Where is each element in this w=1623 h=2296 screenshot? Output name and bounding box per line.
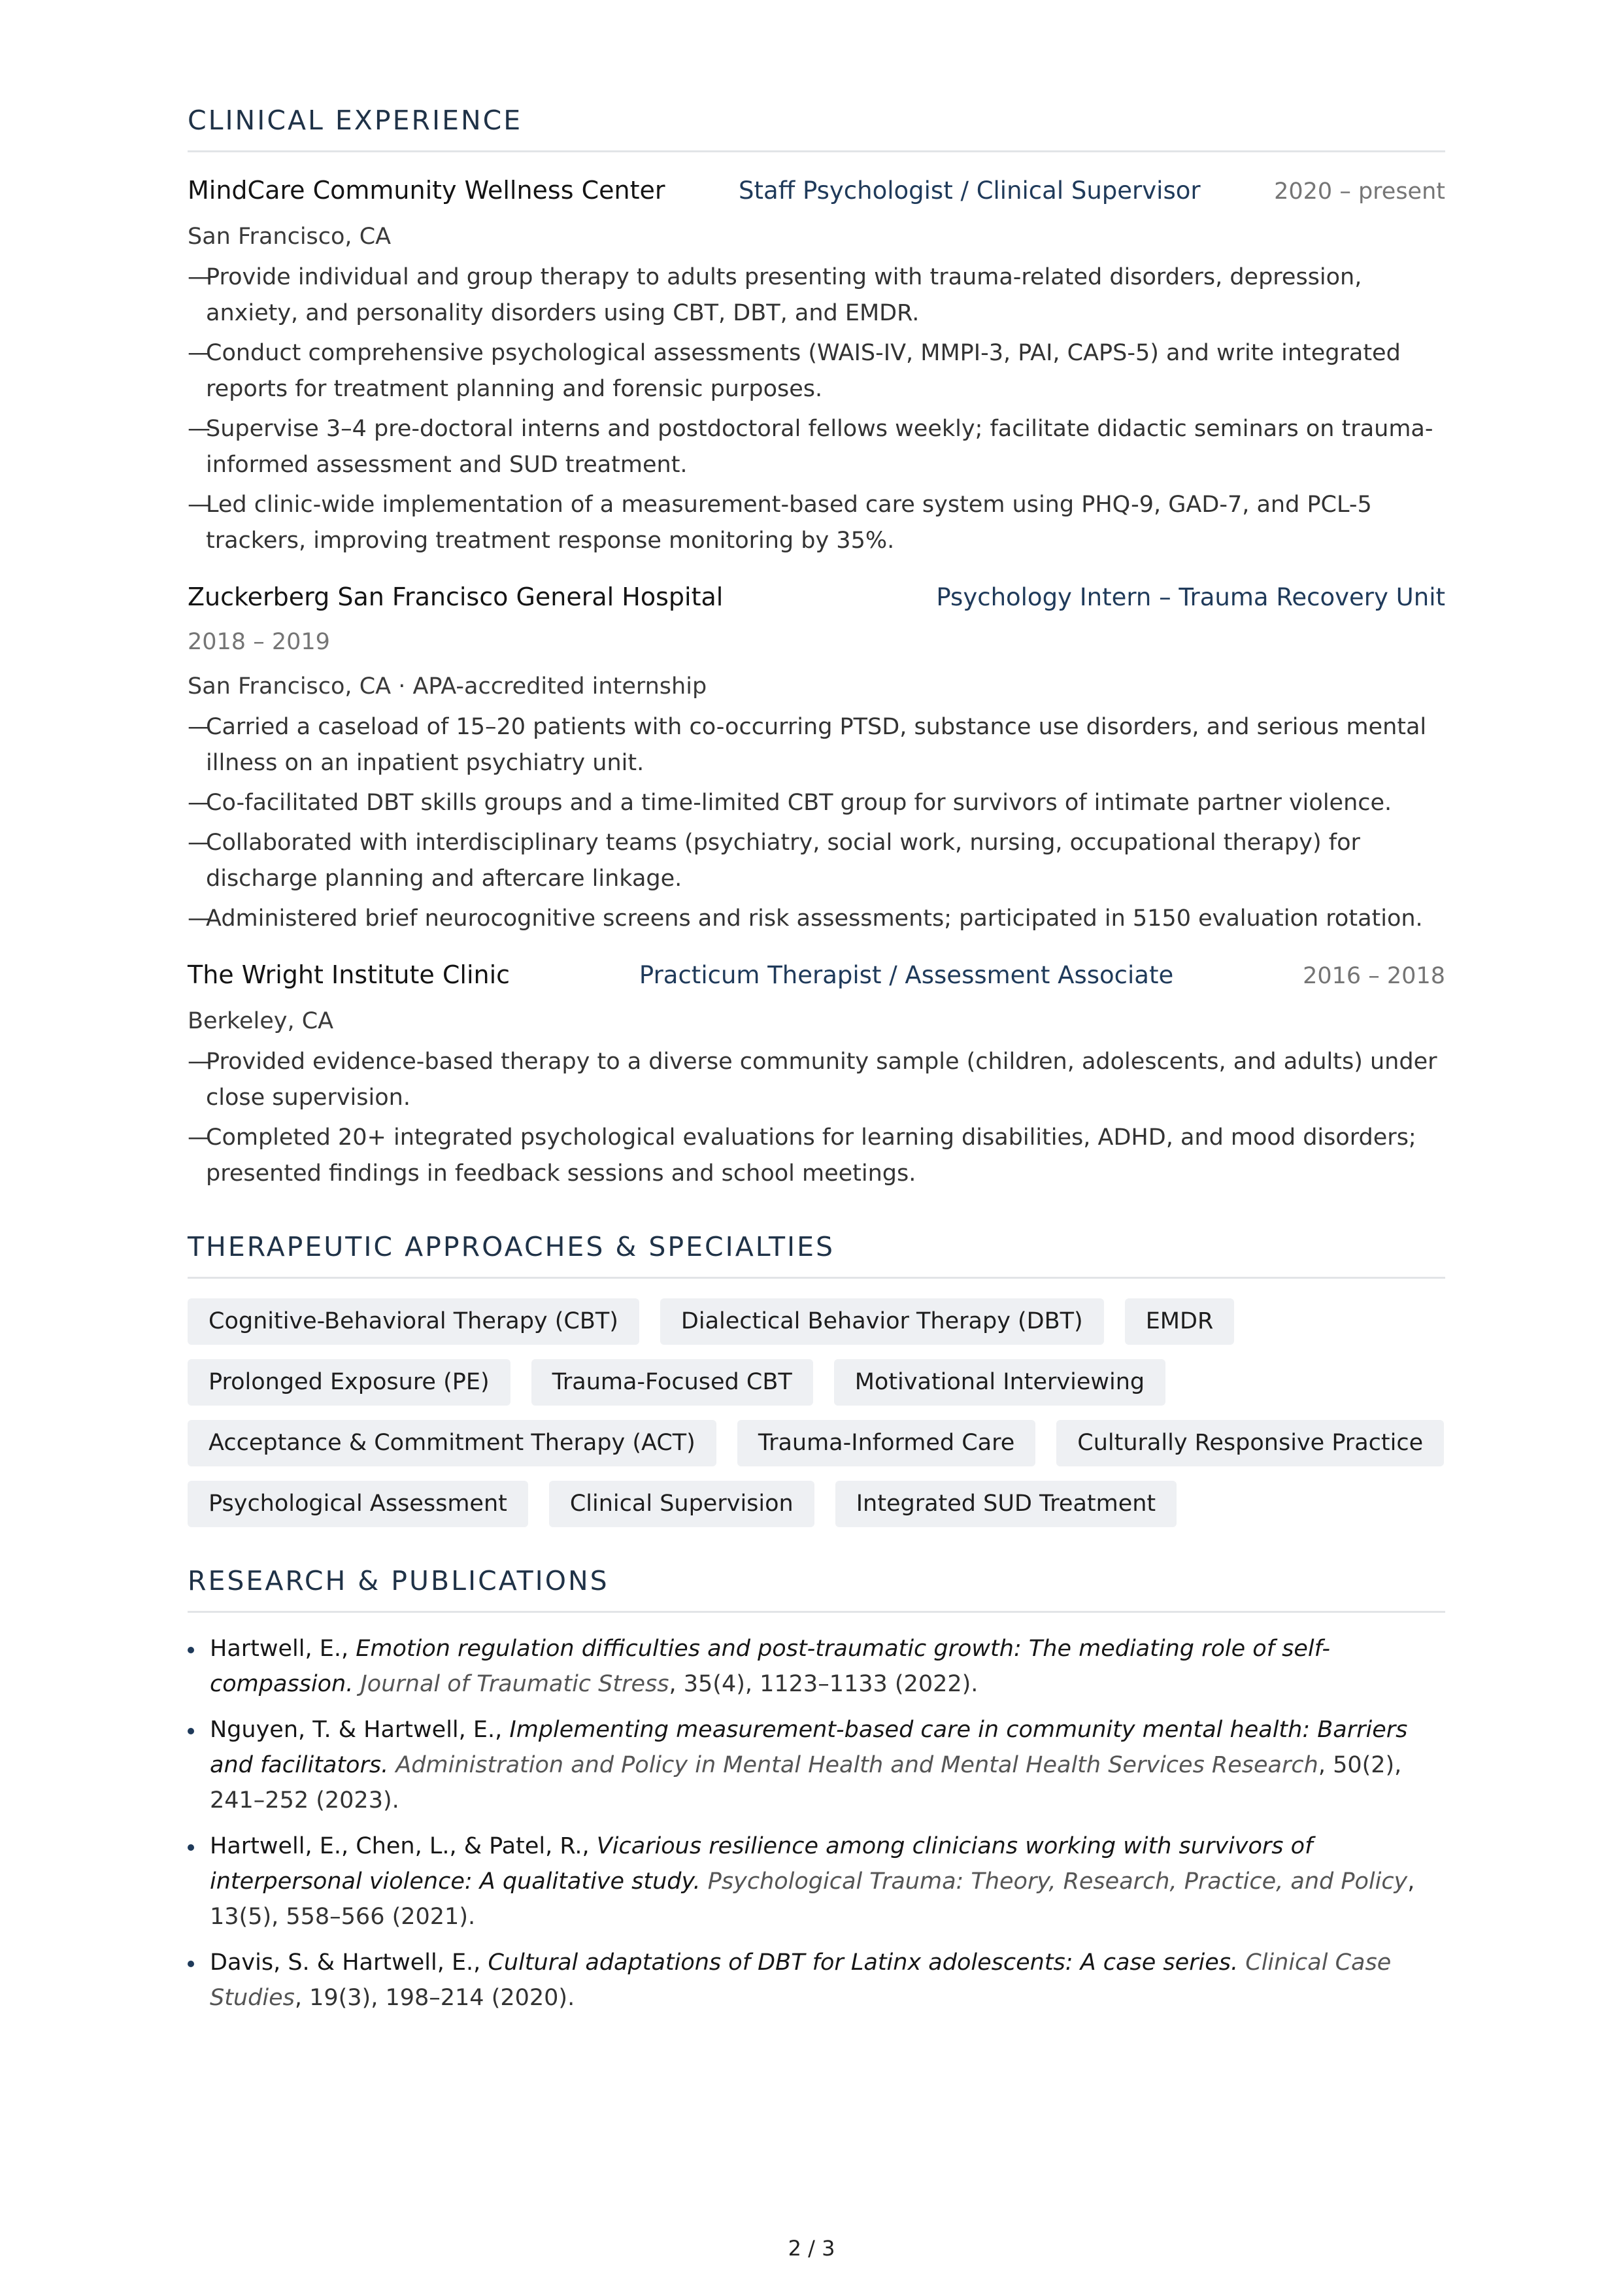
- publication-item: [188, 1631, 1445, 1702]
- job-bullet: — Provided evidence-based therapy to a diverse community sample (children, adolescents, and adults) under close supervision.: [188, 1049, 1437, 1111]
- bullet-dot-icon: [188, 1728, 194, 1734]
- publication-journal: Psychological Trauma: Theory, Research, Practice, and Policy: [707, 1868, 1408, 1895]
- publication-journal: Clinical Case Studies: [210, 1950, 1392, 2011]
- job-dates: 2016 – 2018: [1303, 963, 1445, 989]
- job-header: [188, 582, 1445, 620]
- publication-title: Implementing measurement-based care in community mental health: Barriers and facilitators.: [210, 1717, 1408, 1778]
- specialty-tag: Acceptance & Commitment Therapy (ACT): [188, 1420, 716, 1466]
- job-bullet: — Co-facilitated DBT skills groups and a time-limited CBT group for survivors of intimate partner violence.: [188, 790, 1392, 816]
- specialty-tag: Motivational Interviewing: [834, 1359, 1165, 1406]
- job-bullet: — Conduct comprehensive psychological assessments (WAIS-IV, MMPI-3, PAI, CAPS-5) and write integrated reports for treatment planning and forensic purposes.: [188, 340, 1401, 402]
- publication-authors: Hartwell, E., Chen, L., & Patel, R.,: [210, 1833, 590, 1859]
- publication-title: Vicarious resilience among clinicians working with survivors of interpersonal violence: A qualitative study.: [210, 1833, 1313, 1895]
- publication-title: Emotion regulation difficulties and post-traumatic growth: The mediating role of self-compassion.: [210, 1636, 1330, 1697]
- job-bullet: — Completed 20+ integrated psychological evaluations for learning disabilities, ADHD, and mood disorders; presented findings in feedback sessions and school meetings.: [188, 1124, 1416, 1187]
- job-bullet: — Administered brief neurocognitive screens and risk assessments; participated in 5150 evaluation rotation.: [188, 905, 1423, 932]
- specialty-tag: Cognitive-Behavioral Therapy (CBT): [188, 1298, 639, 1345]
- section-title-clinical: CLINICAL EXPERIENCE: [188, 105, 1445, 152]
- approaches-section: [188, 1231, 1445, 1527]
- resume-page: [188, 0, 1445, 2026]
- publication-journal: Administration and Policy in Mental Health and Mental Health Services Research: [395, 1752, 1318, 1778]
- specialty-tag: Integrated SUD Treatment: [835, 1481, 1177, 1527]
- job-entry: [188, 960, 1445, 1192]
- specialty-tag: Prolonged Exposure (PE): [188, 1359, 510, 1406]
- job-header: [188, 960, 1445, 998]
- job-organization: The Wright Institute Clinic: [188, 960, 510, 989]
- job-bullet: — Carried a caseload of 15–20 patients with co-occurring PTSD, substance use disorders, and serious mental illness on an inpatient psychiatry unit.: [188, 714, 1427, 776]
- job-bullet: — Collaborated with interdisciplinary teams (psychiatry, social work, nursing, occupational therapy) for discharge planning and aftercare linkage.: [188, 830, 1360, 892]
- job-location: San Francisco, CA · APA-accredited internship: [188, 673, 707, 700]
- job-entry: [188, 176, 1445, 559]
- page-number: 2 / 3: [788, 2236, 835, 2261]
- publication-details: , 35(4), 1123–1133 (2022).: [669, 1671, 979, 1697]
- publication-authors: Davis, S. & Hartwell, E.,: [210, 1950, 481, 1976]
- publication-authors: Nguyen, T. & Hartwell, E.,: [210, 1717, 503, 1743]
- publication-details: , 19(3), 198–214 (2020).: [294, 1985, 575, 2011]
- specialty-tag: Clinical Supervision: [549, 1481, 814, 1527]
- specialty-tag: Culturally Responsive Practice: [1056, 1420, 1444, 1466]
- publication-item: [188, 1829, 1445, 1934]
- publication-details: , 13(5), 558–566 (2021).: [210, 1868, 1415, 1930]
- specialty-tag: Trauma-Informed Care: [737, 1420, 1035, 1466]
- publication-authors: Hartwell, E.,: [210, 1636, 349, 1662]
- job-dates: 2018 – 2019: [188, 629, 330, 655]
- specialty-tag: Dialectical Behavior Therapy (DBT): [660, 1298, 1104, 1345]
- clinical-experience-section: [188, 105, 1445, 1192]
- job-bullet: — Supervise 3–4 pre-doctoral interns and postdoctoral fellows weekly; facilitate didactic seminars on trauma-informed assessment and SUD treatment.: [188, 416, 1433, 478]
- publication-item: [188, 1712, 1445, 1818]
- job-bullet: — Led clinic-wide implementation of a measurement-based care system using PHQ-9, GAD-7, and PCL-5 trackers, improving treatment response monitoring by 35%.: [188, 492, 1372, 554]
- specialty-tag: Psychological Assessment: [188, 1481, 528, 1527]
- section-title-approaches: THERAPEUTIC APPROACHES & SPECIALTIES: [188, 1231, 1445, 1279]
- job-dates: 2020 – present: [1274, 178, 1445, 205]
- specialty-tag: EMDR: [1125, 1298, 1235, 1345]
- job-header: [188, 176, 1445, 214]
- job-location: Berkeley, CA: [188, 1008, 334, 1034]
- job-organization: MindCare Community Wellness Center: [188, 176, 665, 205]
- job-role: Psychology Intern – Trauma Recovery Unit: [936, 583, 1445, 611]
- job-entry: [188, 582, 1445, 937]
- publication-item: [188, 1945, 1445, 2016]
- specialty-tag: Trauma-Focused CBT: [531, 1359, 813, 1406]
- job-bullets: [188, 709, 1445, 937]
- job-organization: Zuckerberg San Francisco General Hospital: [188, 582, 724, 611]
- job-role: Practicum Therapist / Assessment Associate: [639, 961, 1174, 989]
- specialty-tags: [188, 1298, 1445, 1527]
- job-bullets: [188, 1044, 1445, 1192]
- section-title-research: RESEARCH & PUBLICATIONS: [188, 1565, 1445, 1613]
- bullet-dot-icon: [188, 1647, 194, 1653]
- job-location: San Francisco, CA: [188, 224, 392, 250]
- bullet-dot-icon: [188, 1961, 194, 1967]
- job-bullets: [188, 260, 1445, 559]
- research-section: [188, 1565, 1445, 2016]
- job-role: Staff Psychologist / Clinical Supervisor: [739, 177, 1201, 205]
- bullet-dot-icon: [188, 1844, 194, 1851]
- publication-journal: Journal of Traumatic Stress: [360, 1671, 669, 1697]
- publication-details: , 50(2), 241–252 (2023).: [210, 1752, 1402, 1814]
- job-bullet: — Provide individual and group therapy to adults presenting with trauma-related disorders, depression, anxiety, and personality disorders using CBT, DBT, and EMDR.: [188, 264, 1362, 326]
- publication-title: Cultural adaptations of DBT for Latinx adolescents: A case series.: [488, 1950, 1239, 1976]
- publication-list: [188, 1631, 1445, 2016]
